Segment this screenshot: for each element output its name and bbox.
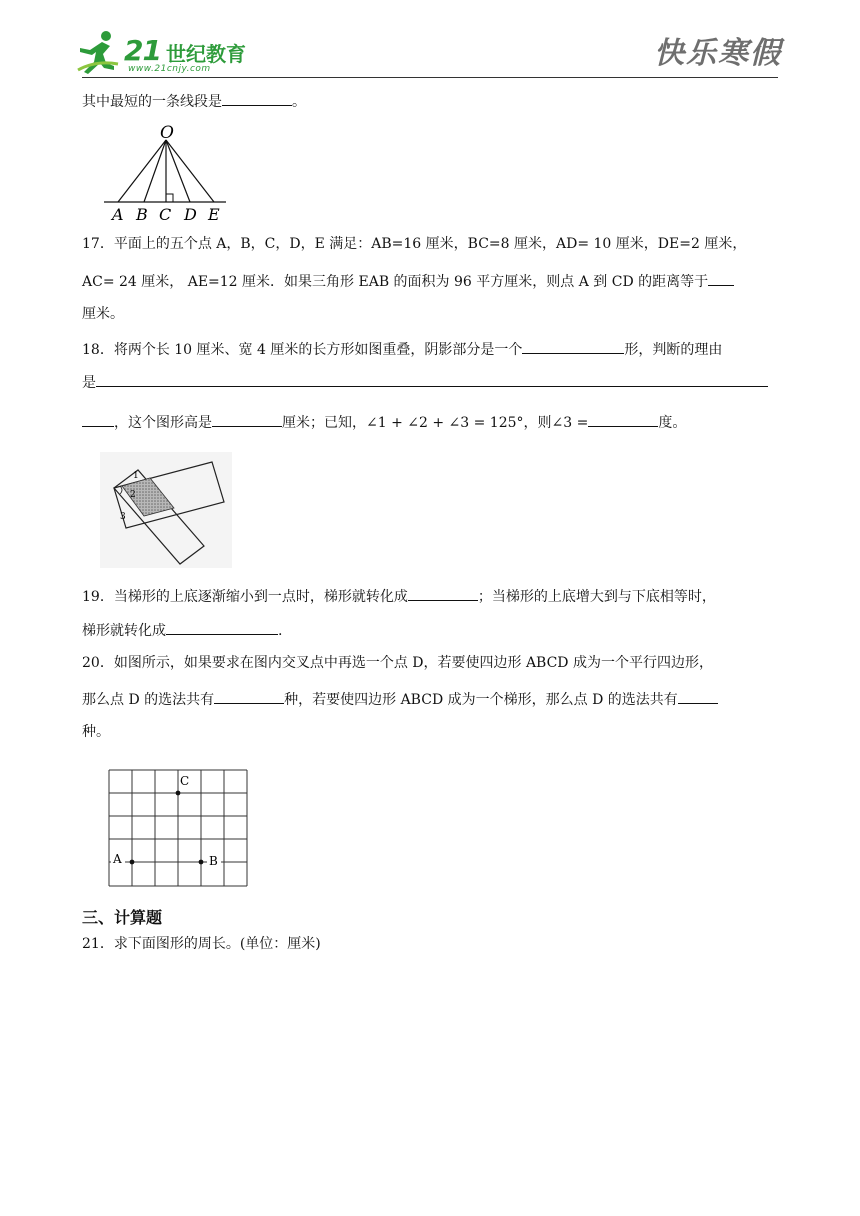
stamp-text: 快乐寒假 [654,36,782,71]
logo-number: 21 [124,34,161,67]
label-d: D [184,205,197,224]
label-a: A [112,205,124,224]
q18-blank-height[interactable] [212,411,282,427]
label-b: B [136,205,148,224]
q18-blank-shape[interactable] [522,338,624,354]
q18-line3-a: ，这个图形高是 [114,415,212,431]
logo-url: www.21cnjy.com [128,64,211,74]
q20-grid [106,768,250,892]
point-c [176,791,181,796]
q18-line1 [82,338,722,360]
q20-line2-b: 种，若要使四边形 ABCD 成为一个梯形，那么点 D 的选法共有 [284,692,678,708]
q18-line1-b: 形，判断的理由 [624,342,723,358]
q17-line2 [82,270,734,292]
q16-end: 。 [292,94,306,110]
q18-line3 [82,411,686,433]
q17-blank[interactable] [708,270,734,286]
q19-line1-b: ；当梯形的上底增大到与下底相等时， [477,589,716,605]
q18-blank-reason[interactable] [96,371,768,387]
q18-figure [100,452,232,568]
section-title: 三、计算题 [82,908,163,927]
q18-blank-reason-end[interactable] [82,411,114,427]
q19-blank-2[interactable] [166,619,278,635]
grid-label-b: B [209,854,218,868]
site-logo [76,26,256,78]
q18-blank-angle[interactable] [588,411,658,427]
angle-label-3: 3 [120,512,126,522]
header-divider [82,77,778,78]
holiday-stamp [650,22,782,76]
q18-line2 [82,371,768,393]
q18-line2-text: 是 [82,375,96,391]
q16-figure [100,120,230,224]
logo-text: 世纪教育 [166,42,246,66]
q19-line2-b: . [278,623,283,639]
q17-line2-text: AC= 24 厘米， AE=12 厘米．如果三角形 EAB 的面积为 96 平方厘米，则点 A 到 CD 的距离等于 [82,274,709,290]
q20-line3: 种。 [82,724,110,740]
q19-line2 [82,619,282,641]
q16-text [82,90,306,112]
q16-blank[interactable] [222,90,292,106]
q19-line1 [82,585,716,607]
angle-label-1: 1 [133,471,139,481]
q20-blank-parallelogram[interactable] [214,688,284,704]
page-header [0,0,860,86]
q20-line2 [82,688,718,710]
q17-line3: 厘米。 [82,306,124,322]
q20-line1: 20．如图所示，如果要求在图内交叉点中再选一个点 D，若要使四边形 ABCD 成为一个平行四边形， [82,655,713,671]
q18-line3-c: 度。 [658,415,687,431]
q18-line3-b: 厘米；已知，∠1 + ∠2 + ∠3 = 125°，则∠3 = [282,415,589,431]
q19-line2-a: 梯形就转化成 [82,623,166,639]
grid-label-a: A [113,852,122,866]
angle-label-2: 2 [130,490,136,500]
grid-label-c: C [180,774,190,788]
q20-line2-a: 那么点 D 的选法共有 [82,692,215,708]
point-a [130,860,135,865]
runner-icon [76,30,120,76]
q17-line1: 17．平面上的五个点 A，B，C，D，E 满足：AB=16 厘米，BC=8 厘米，AD= 10 厘米，DE=2 厘米， [82,236,747,252]
label-e: E [208,205,220,224]
q16-tail: 其中最短的一条线段是 [82,94,222,110]
q18-line1-a: 18．将两个长 10 厘米、宽 4 厘米的长方形如图重叠，阴影部分是一个 [82,342,523,358]
point-b [199,860,204,865]
q19-blank-1[interactable] [408,585,478,601]
q20-blank-trapezoid[interactable] [678,688,718,704]
q19-line1-a: 19．当梯形的上底逐渐缩小到一点时，梯形就转化成 [82,589,408,605]
label-c: C [159,205,172,224]
q21-text: 21．求下面图形的周长。(单位：厘米) [82,936,321,952]
label-o: O [160,123,174,143]
